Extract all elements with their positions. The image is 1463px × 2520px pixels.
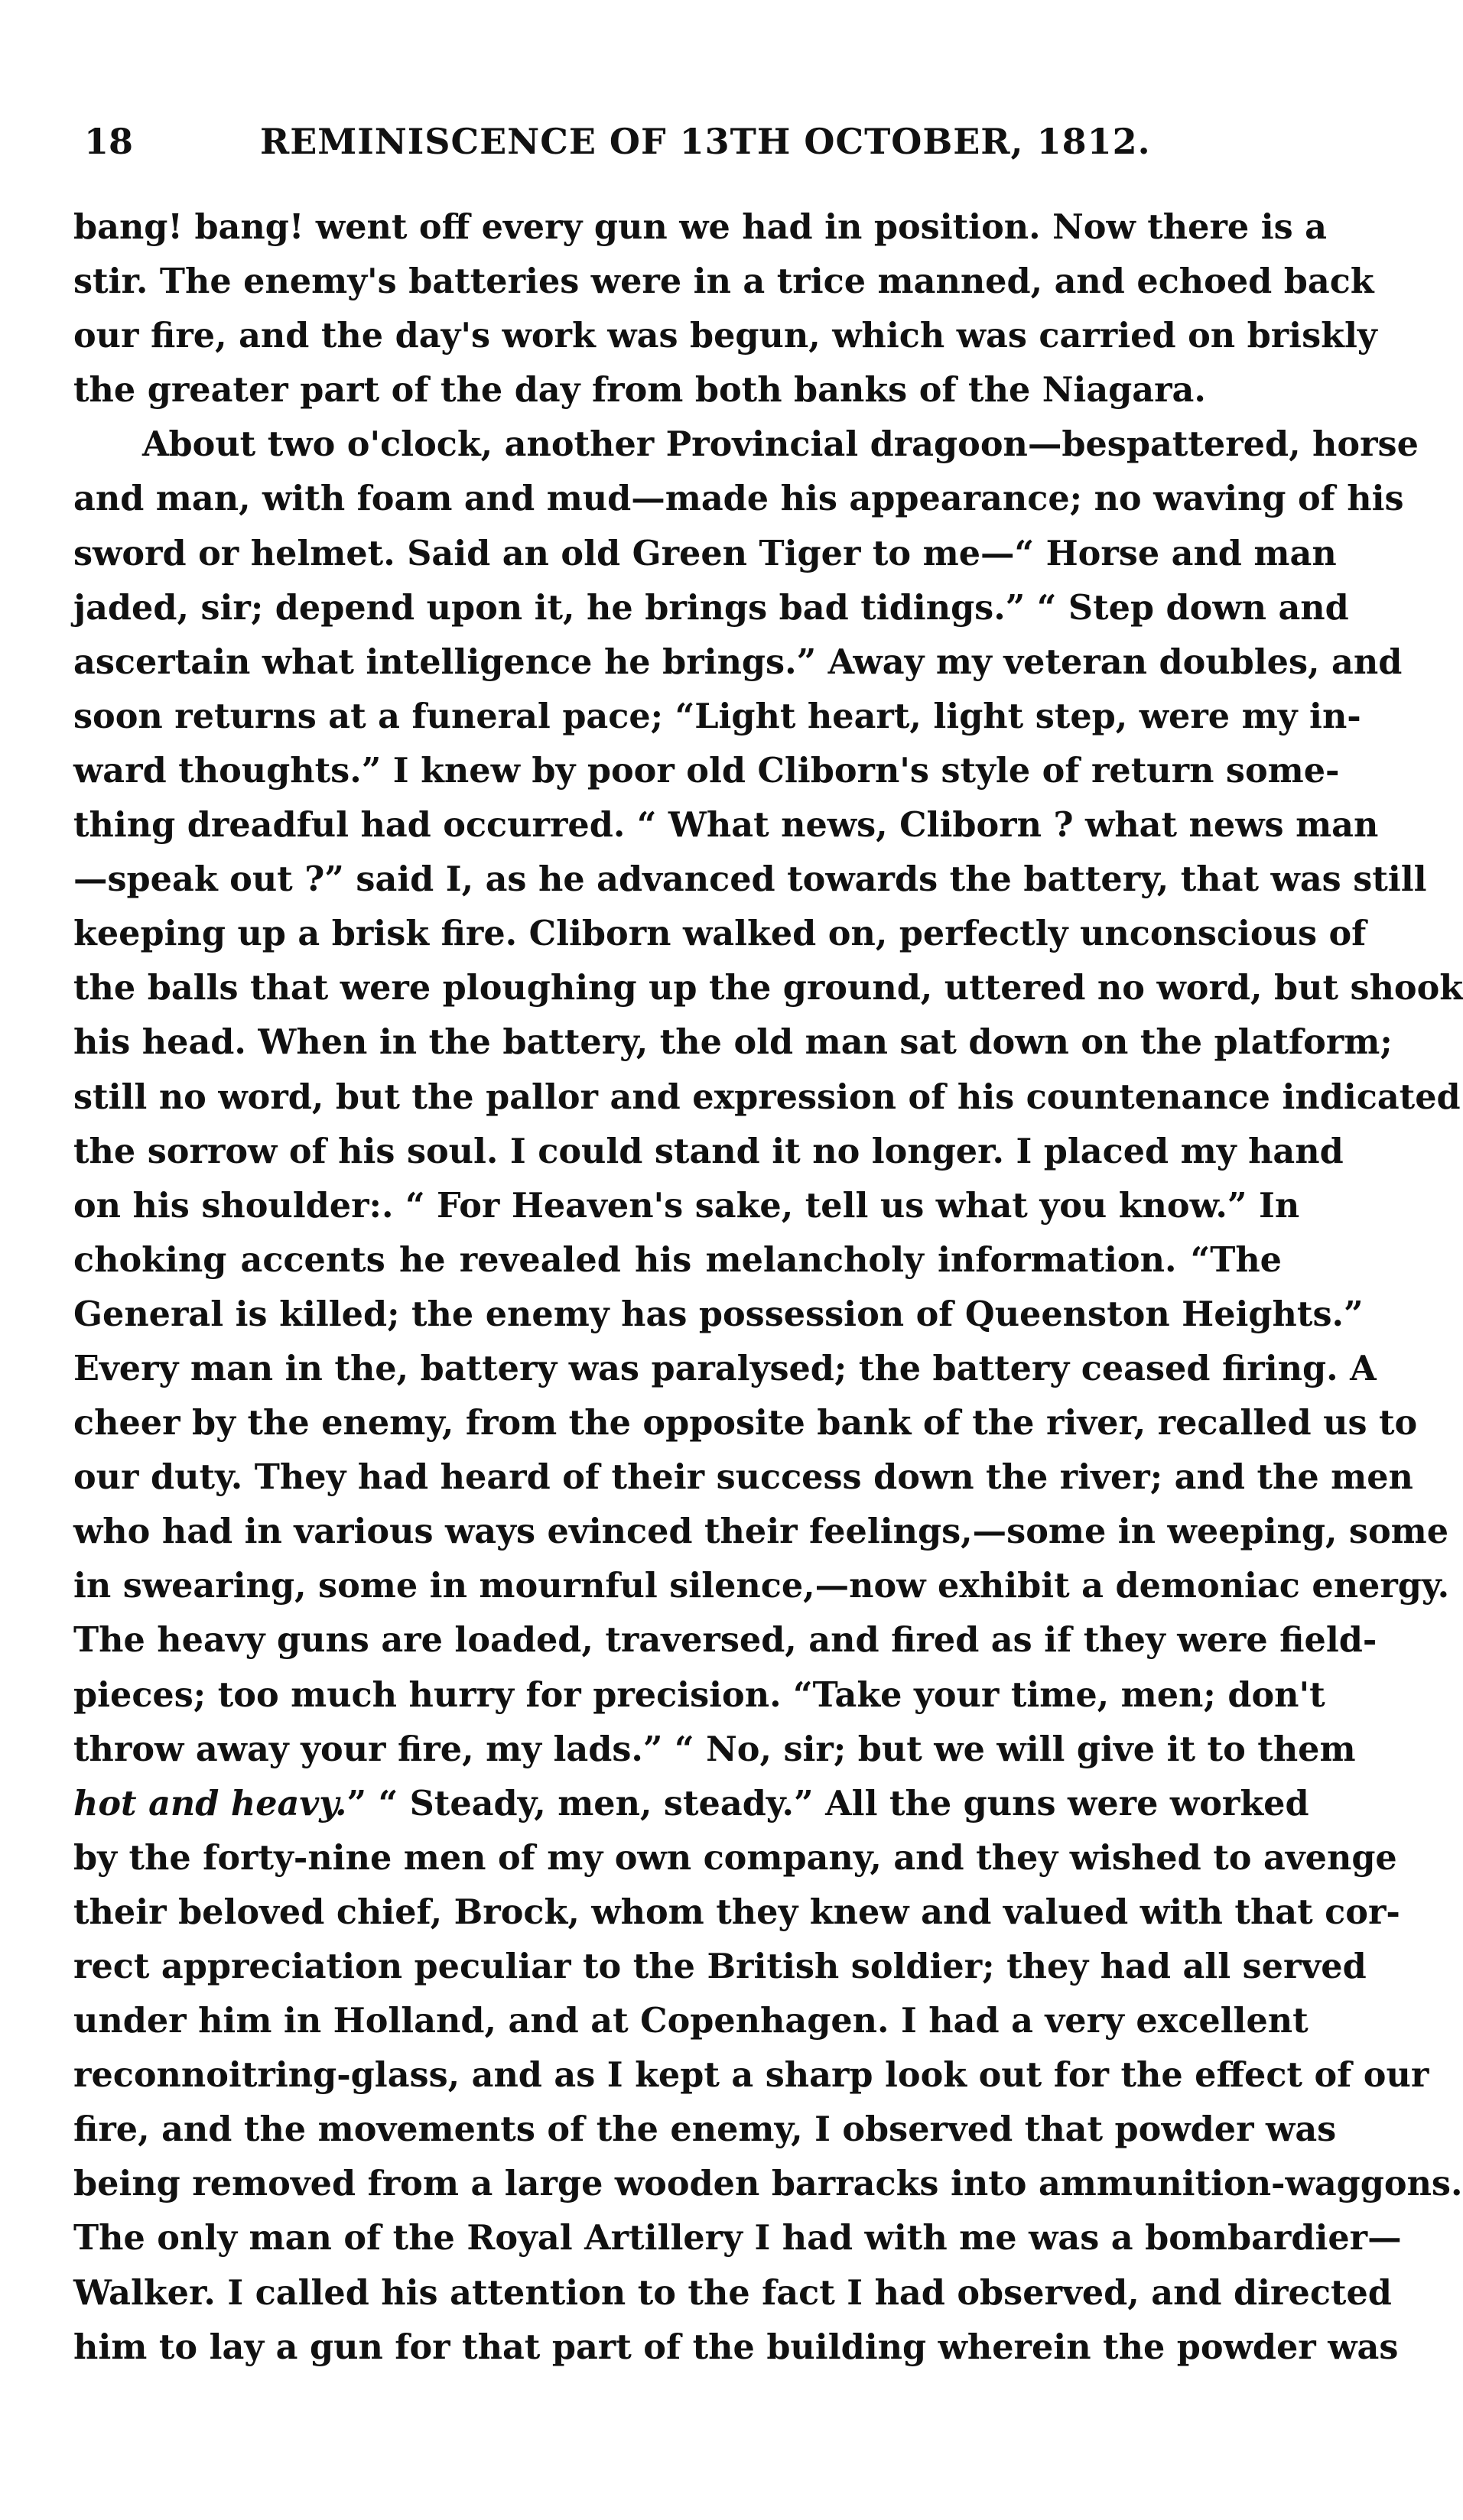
line-text: ” “ Steady, men, steady.” All the guns were worked <box>346 1783 1309 1823</box>
text-line <box>73 852 1427 907</box>
line-text: the greater part of the day from both banks of the Niagara. <box>73 370 1206 411</box>
line-text: under him in Holland, and at Copenhagen. I had a very excellent <box>73 2001 1309 2041</box>
line-text: jaded, sir; depend upon it, he brings bad tidings.” “ Step down and <box>73 587 1349 628</box>
page-number: 18 <box>84 121 134 162</box>
text-line <box>73 1940 1367 1994</box>
text-line <box>73 1125 1344 1179</box>
text-line <box>73 690 1361 744</box>
text-line <box>73 2157 1463 2211</box>
text-line <box>73 744 1340 798</box>
text-line <box>73 635 1403 690</box>
text-line <box>73 2320 1399 2375</box>
line-text: pieces; too much hurry for precision. “Take your time, men; don't <box>73 1674 1325 1715</box>
text-line <box>73 581 1349 635</box>
line-text: who had in various ways evinced their feelings,—some in weeping, some <box>73 1512 1449 1552</box>
line-text: in swearing, some in mournful silence,—now exhibit a demoniac energy. <box>73 1566 1450 1606</box>
text-line <box>73 2103 1337 2157</box>
text-line <box>73 1288 1364 1342</box>
text-line <box>73 1015 1393 1070</box>
text-line <box>73 1396 1418 1450</box>
text-line <box>73 1885 1400 1940</box>
text-line <box>73 1342 1377 1396</box>
line-text: the balls that were ploughing up the ground, uttered no word, but shook <box>73 968 1463 1008</box>
page-header <box>84 115 1277 168</box>
line-text: his head. When in the battery, the old man sat down on the platform; <box>73 1022 1393 1063</box>
line-text: by the forty-nine men of my own company, and they wished to avenge <box>73 1837 1397 1878</box>
text-line <box>73 1179 1300 1233</box>
line-text: General is killed; the enemy has possession of Queenston Heights.” <box>73 1294 1364 1334</box>
text-line <box>73 1777 1309 1831</box>
italic-phrase: hot and heavy. <box>73 1783 347 1823</box>
line-text: keeping up a brisk fire. Cliborn walked on, perfectly unconscious of <box>73 914 1367 954</box>
text-line <box>73 472 1404 526</box>
line-text: him to lay a gun for that part of the building wherein the powder was <box>73 2327 1399 2367</box>
running-head: REMINISCENCE OF 13TH OCTOBER, 1812. <box>260 121 1151 162</box>
text-line <box>73 200 1328 255</box>
line-text: sword or helmet. Said an old Green Tiger to me—“ Horse and man <box>73 533 1337 573</box>
text-line <box>73 1233 1282 1288</box>
line-text: The heavy guns are loaded, traversed, and fired as if they were field- <box>73 1620 1377 1661</box>
line-text: on his shoulder:. “ For Heaven's sake, tell us what you know.” In <box>73 1185 1300 1226</box>
line-text: being removed from a large wooden barracks into ammunition-waggons. <box>73 2164 1463 2204</box>
text-line <box>73 1831 1397 1885</box>
text-line <box>73 1723 1356 1777</box>
line-text: ward thoughts.” I knew by poor old Cliborn's style of return some- <box>73 750 1340 791</box>
text-line <box>73 1450 1413 1505</box>
line-text: Walker. I called his attention to the fact I had observed, and directed <box>73 2272 1392 2313</box>
text-line <box>73 527 1337 581</box>
line-text: choking accents he revealed his melancholy information. “The <box>73 1239 1282 1280</box>
text-line <box>73 1668 1325 1723</box>
line-text: throw away your fire, my lads.” “ No, sir; but we will give it to them <box>73 1729 1356 1769</box>
text-line <box>73 1505 1449 1559</box>
line-text: Every man in the, battery was paralysed; the battery ceased firing. A <box>73 1348 1377 1388</box>
line-text: fire, and the movements of the enemy, I observed that powder was <box>73 2109 1337 2150</box>
text-line <box>73 2266 1392 2320</box>
text-line <box>73 2211 1402 2265</box>
line-text: still no word, but the pallor and expression of his countenance indicated <box>73 1077 1461 1117</box>
text-line <box>73 255 1374 309</box>
text-line <box>73 1559 1450 1613</box>
line-text: and man, with foam and mud—made his appearance; no waving of his <box>73 479 1404 519</box>
body-text <box>73 200 1463 2375</box>
text-line <box>73 961 1463 1015</box>
line-text: rect appreciation peculiar to the British soldier; they had all served <box>73 1947 1367 1986</box>
line-text: —speak out ?” said I, as he advanced towards the battery, that was still <box>73 859 1427 900</box>
text-line <box>73 309 1377 363</box>
text-line <box>73 417 1419 472</box>
line-text: reconnoitring-glass, and as I kept a sharp look out for the effect of our <box>73 2055 1429 2096</box>
line-text: thing dreadful had occurred. “ What news, Cliborn ? what news man <box>73 805 1379 846</box>
line-text: bang! bang! went off every gun we had in position. Now there is a <box>73 207 1328 247</box>
line-text: ascertain what intelligence he brings.” Away my veteran doubles, and <box>73 641 1403 682</box>
line-text: cheer by the enemy, from the opposite bank of the river, recalled us to <box>73 1403 1418 1443</box>
line-text: our duty. They had heard of their success down the river; and the men <box>73 1457 1413 1498</box>
line-text: our fire, and the day's work was begun, which was carried on briskly <box>73 316 1377 356</box>
text-line <box>73 2048 1429 2103</box>
line-text: their beloved chief, Brock, whom they knew and valued with that cor- <box>73 1892 1400 1932</box>
text-line <box>73 1070 1461 1125</box>
text-line <box>73 1613 1377 1668</box>
text-line <box>73 363 1282 417</box>
text-line <box>73 1994 1309 2048</box>
text-line <box>73 907 1367 961</box>
text-line <box>73 798 1379 852</box>
line-text: soon returns at a funeral pace; “Light heart, light step, were my in- <box>73 696 1361 736</box>
line-text: stir. The enemy's batteries were in a trice manned, and echoed back <box>73 261 1374 302</box>
line-text: About two o'clock, another Provincial dragoon—bespattered, horse <box>142 424 1419 465</box>
line-text: The only man of the Royal Artillery I had with me was a bombardier— <box>73 2218 1402 2259</box>
line-text: the sorrow of his soul. I could stand it no longer. I placed my hand <box>73 1131 1344 1171</box>
